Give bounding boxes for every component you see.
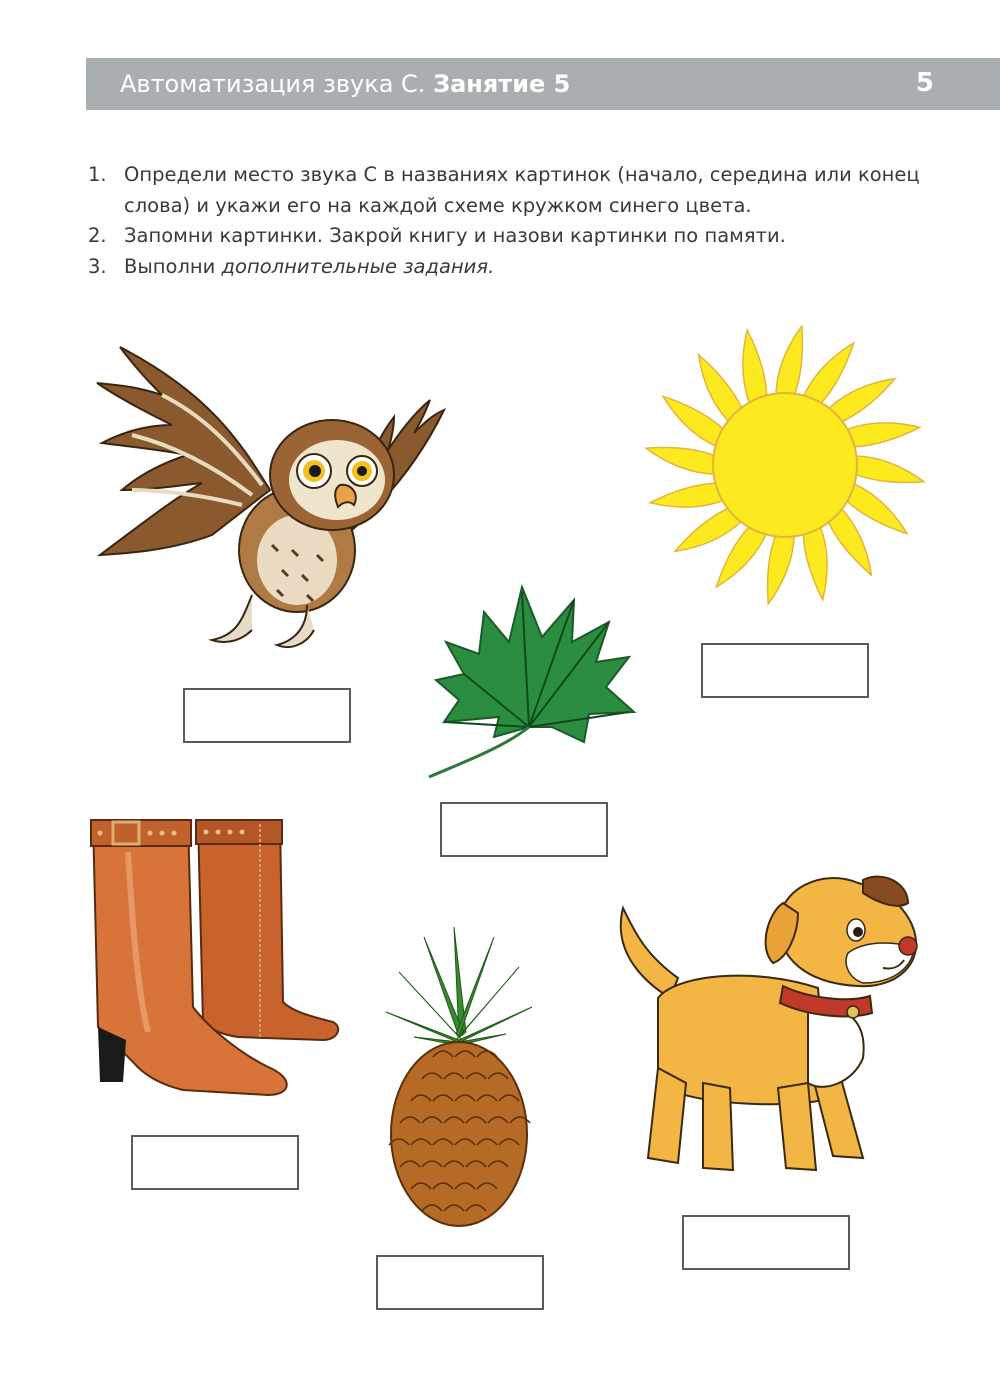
sun-ray (776, 326, 803, 396)
task-text: Выполни (124, 254, 222, 278)
sun-ray (650, 483, 724, 507)
task-number: 3. (88, 254, 107, 278)
sun-ray (854, 456, 924, 483)
maple-leaf-icon (424, 582, 639, 782)
task-item (88, 160, 948, 221)
lesson-title-topic: Автоматизация звука С. (120, 70, 426, 98)
boots-icon (88, 812, 343, 1107)
pineapple-icon (384, 922, 534, 1232)
task-text-italic: дополнительные задания. (221, 254, 495, 278)
sound-scheme-box-puppy[interactable] (682, 1215, 850, 1270)
task-item (88, 252, 948, 283)
owl-icon (92, 325, 452, 660)
sun-ray (846, 423, 920, 447)
page-number: 5 (915, 68, 934, 98)
task-text: Определи место звука С в названиях картинок (начало, середина или конец слова) и укажи его на каждой схеме кружком синего цвета. (124, 163, 920, 217)
sun-ray (803, 526, 827, 600)
task-text: Запомни картинки. Закрой книгу и назови картинки по памяти. (124, 224, 786, 247)
sun-ray (768, 534, 795, 604)
sound-scheme-box-pineapple[interactable] (376, 1255, 544, 1310)
sun-icon (640, 325, 930, 615)
sound-scheme-box-boots[interactable] (131, 1135, 299, 1190)
lesson-title (120, 70, 570, 98)
lesson-title-number: Занятие 5 (433, 70, 571, 98)
task-number: 1. (88, 163, 107, 186)
sound-scheme-box-owl[interactable] (183, 688, 351, 743)
sound-scheme-box-leaf[interactable] (440, 802, 608, 857)
task-number: 2. (88, 224, 107, 247)
lesson-header-bar (86, 58, 1000, 110)
task-list (88, 160, 948, 282)
sun-ray (743, 330, 767, 404)
sun-ray (646, 448, 716, 475)
sound-scheme-box-sun[interactable] (701, 643, 869, 698)
puppy-icon (608, 868, 923, 1183)
task-item (88, 221, 948, 252)
